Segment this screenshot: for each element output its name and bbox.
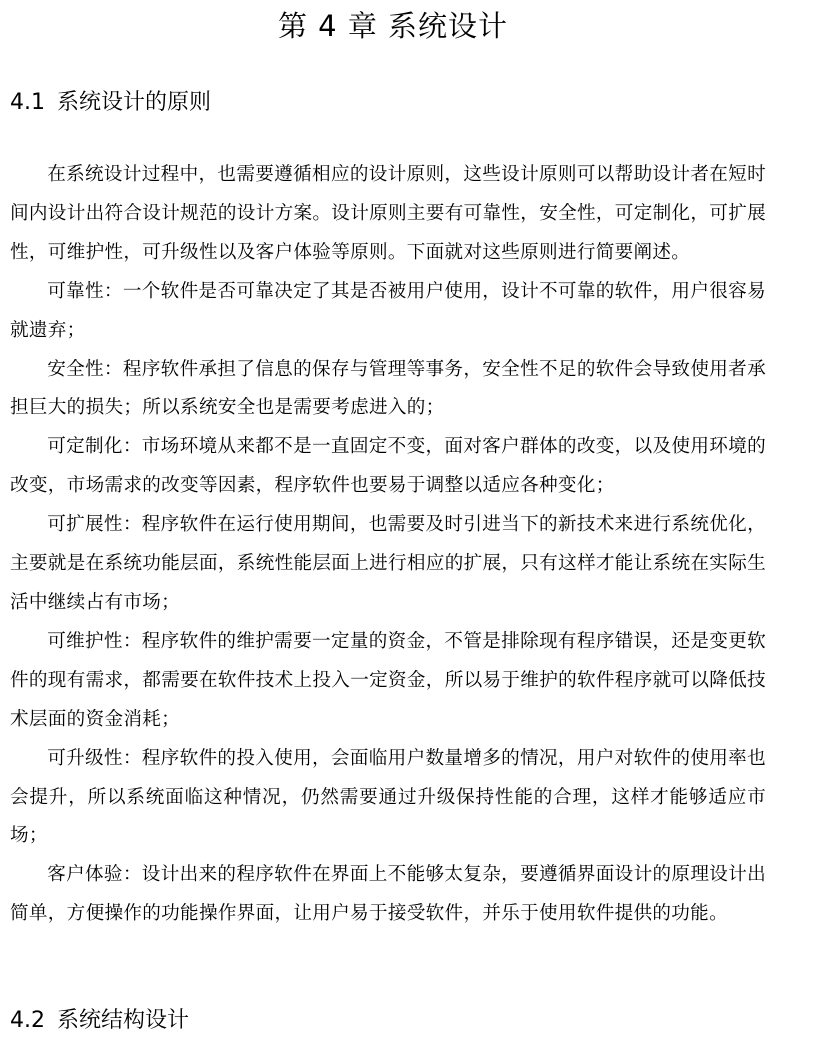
paragraph-maintainability: 可维护性：程序软件的维护需要一定量的资金，不管是排除现有程序错误，还是变更软件的现有需求，都需要在软件技术上投入一定资金，所以易于维护的软件程序就可以降低技术层面的资金消耗； [10,630,766,730]
paragraph-user-experience: 客户体验：设计出来的程序软件在界面上不能够太复杂，要遵循界面设计的原理设计出简单，方便操作的功能操作界面，让用户易于接受软件，并乐于使用软件提供的功能。 [10,864,766,925]
paragraph-reliability: 可靠性：一个软件是否可靠决定了其是否被用户使用，设计不可靠的软件，用户很容易就遗弃； [10,280,766,341]
section-number: 4.1 [10,90,45,115]
paragraph-customizability: 可定制化：市场环境从来都不是一直固定不变，面对客户群体的改变，以及使用环境的改变，市场需求的改变等因素，程序软件也要易于调整以适应各种变化； [10,436,766,497]
next-section-heading [10,1004,189,1038]
next-section-title: 系统结构设计 [57,1008,190,1033]
section-heading [10,86,211,120]
section-title: 系统设计的原则 [57,90,212,115]
next-section-number: 4.2 [10,1008,45,1033]
paragraph-security: 安全性：程序软件承担了信息的保存与管理等事务，安全性不足的软件会导致使用者承担巨大的损失；所以系统安全也是需要考虑进入的； [10,358,766,419]
paragraph-extensibility: 可扩展性：程序软件在运行使用期间，也需要及时引进当下的新技术来进行系统优化，主要就是在系统功能层面，系统性能层面上进行相应的扩展，只有这样才能让系统在实际生活中继续占有市场； [10,514,766,613]
paragraph-upgradability: 可升级性：程序软件的投入使用，会面临用户数量增多的情况，用户对软件的使用率也会提升，所以系统面临这种情况，仍然需要通过升级保持性能的合理，这样才能够适应市场； [10,747,766,847]
chapter-title: 第 4 章 系统设计 [277,9,509,43]
body-text [10,156,766,934]
paragraph-intro: 在系统设计过程中，也需要遵循相应的设计原则，这些设计原则可以帮助设计者在短时间内设计出符合设计规范的设计方案。设计原则主要有可靠性，安全性，可定制化，可扩展性，可维护性，可升级性以及客户体验等原则。下面就对这些原则进行简要阐述。 [10,164,766,263]
